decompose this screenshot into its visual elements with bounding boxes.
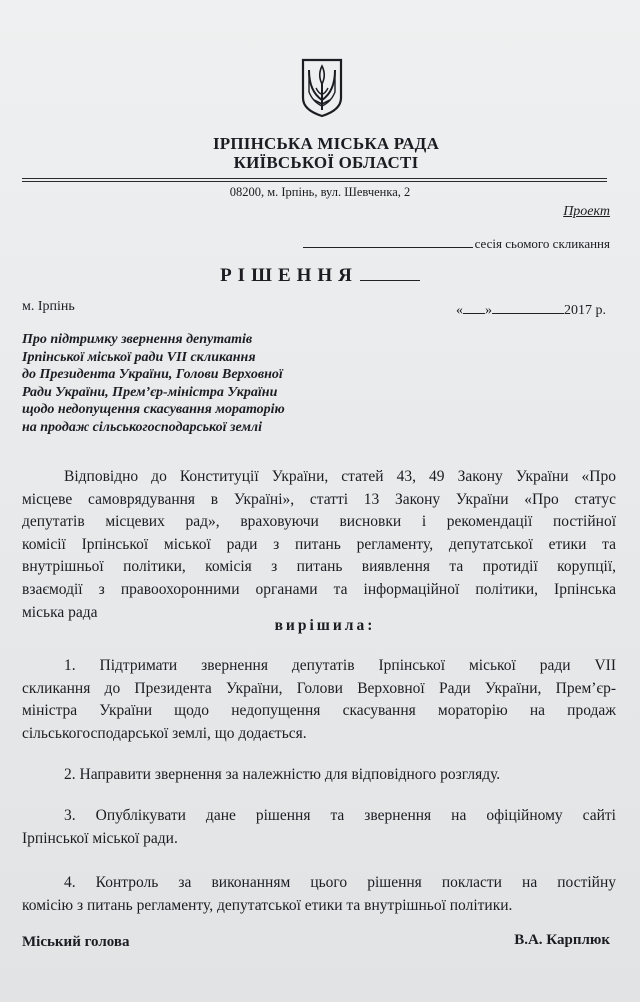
resolved-heading: вирішила:: [274, 617, 376, 634]
session-line: [303, 236, 610, 252]
preamble-line: міська рада: [22, 603, 98, 621]
signatory-position: Міський голова: [22, 934, 130, 950]
subject-line: на продаж сільськогосподарської землі: [22, 419, 262, 435]
decision-title-text: РІШЕННЯ: [220, 265, 358, 286]
city: м. Ірпінь: [22, 299, 75, 314]
point-line: скликання до Президента України, Голови Верховної Ради України, Прем’єр-: [22, 679, 616, 697]
point-1: [22, 655, 616, 745]
subject-line: Про підтримку звернення депутатів: [22, 332, 253, 347]
trident-coat-of-arms-icon: [299, 58, 345, 118]
preamble-line: взаємодії з правоохоронними органами та інформаційної політики, Ірпінська: [22, 580, 616, 598]
point-line: комісію з питань регламенту, депутатської етики та внутрішньої політики.: [22, 896, 513, 914]
preamble-line: внутрішньої політики, комісія з питань виявлення та протидії корупції,: [22, 558, 616, 576]
point-2: [22, 764, 616, 787]
subject-line: Ради України, Прем’єр-міністра України: [22, 384, 278, 400]
decision-date: « » 2017 р.: [456, 303, 606, 318]
point-line: міністра України щодо недопущення скасування мораторію на продаж: [22, 702, 616, 720]
preamble-paragraph: [22, 466, 616, 624]
subject-line: до Президента України, Голови Верховної: [22, 367, 283, 383]
point-line: 4. Контроль за виконанням цього рішення покласти на постійну: [64, 874, 616, 891]
point-line: 2. Направити звернення за належністю для відповідного розгляду.: [64, 766, 501, 783]
preamble-line: комісії Ірпінської міської ради з питань регламенту, депутатської етики та: [22, 535, 616, 553]
point-3: [22, 805, 616, 850]
project-label: Проект: [563, 204, 610, 219]
signatory-name: В.А. Карплюк: [514, 932, 610, 948]
point-line: Ірпінської міської ради.: [22, 829, 178, 847]
council-address: 08200, м. Ірпінь, вул. Шевченка, 2: [229, 185, 411, 199]
decision-title: [0, 264, 640, 287]
council-name: ІРПІНСЬКА МІСЬКА РАДА: [212, 134, 440, 153]
preamble-line: депутатів місцевих рад», враховуючи висновки і рекомендації постійної: [22, 513, 616, 531]
date-year: 2017 р.: [564, 303, 606, 318]
point-4: [22, 872, 616, 917]
decision-subject: [22, 331, 342, 437]
preamble-line: Відповідно до Конституції України, статей 43, 49 Закону України «Про: [64, 468, 616, 485]
point-line: 3. Опублікувати дане рішення та звернення на офіційному сайті: [64, 807, 616, 824]
point-line: 1. Підтримати звернення депутатів Ірпінської міської ради VII: [64, 657, 616, 674]
council-region: КИЇВСЬКОЇ ОБЛАСТІ: [233, 153, 419, 172]
header-divider-thin: [22, 181, 607, 182]
point-line: сільськогосподарської землі, що додається.: [22, 724, 307, 742]
header-divider: [22, 178, 607, 179]
subject-line: Ірпінської міської ради VII скликання: [22, 349, 256, 365]
session-text: сесія сьомого скликання: [474, 236, 610, 251]
preamble-line: місцеве самоврядування в Україні», статті 13 Закону України «Про статус: [22, 490, 616, 508]
subject-line: щодо недопущення скасування мораторію: [22, 402, 285, 418]
